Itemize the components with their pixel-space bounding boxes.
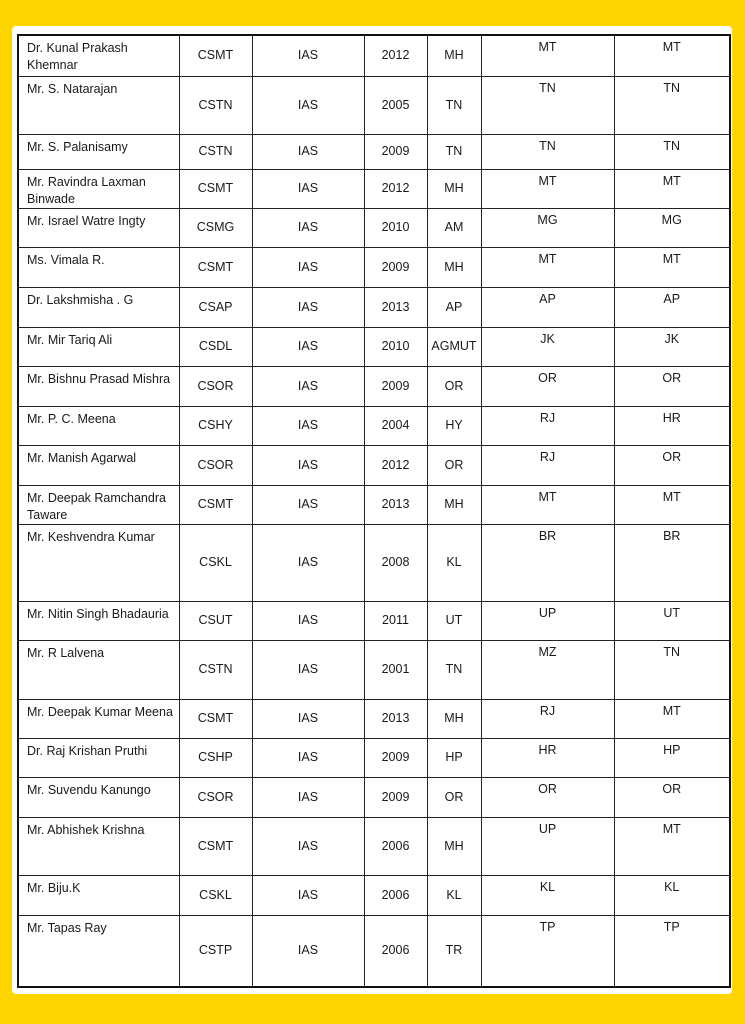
posted-state-cell: MT [614, 247, 730, 287]
cadre-code-cell: CSKL [179, 875, 252, 915]
table-row [18, 738, 730, 777]
cadre-code-cell: CSMT [179, 247, 252, 287]
officer-name-cell: Dr. Kunal Prakash Khemnar [18, 35, 179, 76]
cadre-cell: TN [427, 640, 481, 699]
service-cell: IAS [252, 76, 364, 134]
table-row [18, 76, 730, 134]
batch-year-cell: 2013 [364, 699, 427, 738]
cadre-code-cell: CSMT [179, 817, 252, 875]
cadre-code-cell: CSTN [179, 640, 252, 699]
cadre-code-cell: CSOR [179, 366, 252, 406]
table-row [18, 287, 730, 327]
table-row [18, 915, 730, 987]
posted-state-cell: TN [614, 640, 730, 699]
service-cell: IAS [252, 406, 364, 445]
table-row [18, 327, 730, 366]
table-row [18, 601, 730, 640]
cadre-cell: OR [427, 445, 481, 485]
table-row [18, 699, 730, 738]
service-cell: IAS [252, 366, 364, 406]
cadre-cell: MH [427, 699, 481, 738]
state-code-cell: KL [481, 875, 614, 915]
table-row [18, 817, 730, 875]
cadre-code-cell: CSHY [179, 406, 252, 445]
officer-name-cell: Mr. Bishnu Prasad Mishra [18, 366, 179, 406]
posted-state-cell: HP [614, 738, 730, 777]
cadre-code-cell: CSOR [179, 445, 252, 485]
service-cell: IAS [252, 524, 364, 601]
posted-state-cell: TN [614, 76, 730, 134]
service-cell: IAS [252, 445, 364, 485]
officer-name-cell: Mr. Israel Watre Ingty [18, 208, 179, 247]
officer-name-cell: Mr. R Lalvena [18, 640, 179, 699]
posted-state-cell: OR [614, 366, 730, 406]
posted-state-cell: OR [614, 777, 730, 817]
officer-name-cell: Mr. S. Natarajan [18, 76, 179, 134]
service-cell: IAS [252, 738, 364, 777]
posted-state-cell: TP [614, 915, 730, 987]
posted-state-cell: MT [614, 35, 730, 76]
cadre-code-cell: CSUT [179, 601, 252, 640]
posted-state-cell: JK [614, 327, 730, 366]
state-code-cell: HR [481, 738, 614, 777]
cadre-cell: MH [427, 247, 481, 287]
state-code-cell: AP [481, 287, 614, 327]
posted-state-cell: BR [614, 524, 730, 601]
officer-name-cell: Mr. S. Palanisamy [18, 134, 179, 169]
state-code-cell: UP [481, 817, 614, 875]
service-cell: IAS [252, 817, 364, 875]
cadre-cell: MH [427, 169, 481, 208]
posted-state-cell: MT [614, 485, 730, 524]
table-row [18, 445, 730, 485]
batch-year-cell: 2013 [364, 485, 427, 524]
officer-name-cell: Mr. Ravindra Laxman Binwade [18, 169, 179, 208]
officer-name-cell: Dr. Lakshmisha . G [18, 287, 179, 327]
cadre-code-cell: CSMT [179, 169, 252, 208]
cadre-cell: KL [427, 524, 481, 601]
service-cell: IAS [252, 134, 364, 169]
cadre-cell: MH [427, 817, 481, 875]
table-row [18, 134, 730, 169]
state-code-cell: TN [481, 76, 614, 134]
state-code-cell: MG [481, 208, 614, 247]
state-code-cell: TP [481, 915, 614, 987]
state-code-cell: MT [481, 247, 614, 287]
posted-state-cell: MT [614, 817, 730, 875]
table-row [18, 875, 730, 915]
table-row [18, 640, 730, 699]
cadre-code-cell: CSTN [179, 76, 252, 134]
batch-year-cell: 2005 [364, 76, 427, 134]
batch-year-cell: 2006 [364, 875, 427, 915]
batch-year-cell: 2012 [364, 35, 427, 76]
officer-name-cell: Mr. Manish Agarwal [18, 445, 179, 485]
officer-table [17, 34, 731, 988]
officer-name-cell: Mr. Tapas Ray [18, 915, 179, 987]
posted-state-cell: MT [614, 699, 730, 738]
cadre-code-cell: CSMT [179, 35, 252, 76]
service-cell: IAS [252, 208, 364, 247]
cadre-cell: UT [427, 601, 481, 640]
service-cell: IAS [252, 875, 364, 915]
service-cell: IAS [252, 35, 364, 76]
batch-year-cell: 2011 [364, 601, 427, 640]
batch-year-cell: 2009 [364, 247, 427, 287]
service-cell: IAS [252, 247, 364, 287]
state-code-cell: MT [481, 35, 614, 76]
cadre-cell: TN [427, 134, 481, 169]
batch-year-cell: 2012 [364, 445, 427, 485]
posted-state-cell: AP [614, 287, 730, 327]
state-code-cell: MT [481, 485, 614, 524]
cadre-code-cell: CSDL [179, 327, 252, 366]
service-cell: IAS [252, 777, 364, 817]
table-row [18, 208, 730, 247]
cadre-cell: MH [427, 485, 481, 524]
state-code-cell: OR [481, 777, 614, 817]
table-row [18, 366, 730, 406]
state-code-cell: RJ [481, 406, 614, 445]
service-cell: IAS [252, 327, 364, 366]
state-code-cell: MZ [481, 640, 614, 699]
posted-state-cell: KL [614, 875, 730, 915]
officer-table-body [18, 35, 730, 987]
state-code-cell: UP [481, 601, 614, 640]
service-cell: IAS [252, 640, 364, 699]
posted-state-cell: MT [614, 169, 730, 208]
cadre-cell: KL [427, 875, 481, 915]
cadre-cell: HY [427, 406, 481, 445]
officer-name-cell: Dr. Raj Krishan Pruthi [18, 738, 179, 777]
cadre-code-cell: CSAP [179, 287, 252, 327]
officer-name-cell: Mr. Biju.K [18, 875, 179, 915]
posted-state-cell: MG [614, 208, 730, 247]
posted-state-cell: UT [614, 601, 730, 640]
cadre-cell: AGMUT [427, 327, 481, 366]
state-code-cell: TN [481, 134, 614, 169]
officer-name-cell: Mr. Deepak Kumar Meena [18, 699, 179, 738]
batch-year-cell: 2008 [364, 524, 427, 601]
cadre-code-cell: CSKL [179, 524, 252, 601]
officer-name-cell: Mr. Deepak Ramchandra Taware [18, 485, 179, 524]
posted-state-cell: OR [614, 445, 730, 485]
table-row [18, 247, 730, 287]
officer-name-cell: Mr. Nitin Singh Bhadauria [18, 601, 179, 640]
posted-state-cell: TN [614, 134, 730, 169]
state-code-cell: RJ [481, 699, 614, 738]
posted-state-cell: HR [614, 406, 730, 445]
cadre-cell: OR [427, 777, 481, 817]
cadre-code-cell: CSMT [179, 485, 252, 524]
batch-year-cell: 2010 [364, 208, 427, 247]
service-cell: IAS [252, 699, 364, 738]
batch-year-cell: 2006 [364, 817, 427, 875]
batch-year-cell: 2006 [364, 915, 427, 987]
service-cell: IAS [252, 601, 364, 640]
state-code-cell: OR [481, 366, 614, 406]
cadre-code-cell: CSOR [179, 777, 252, 817]
batch-year-cell: 2012 [364, 169, 427, 208]
cadre-cell: TR [427, 915, 481, 987]
cadre-cell: TN [427, 76, 481, 134]
officer-name-cell: Ms. Vimala R. [18, 247, 179, 287]
batch-year-cell: 2009 [364, 738, 427, 777]
cadre-cell: HP [427, 738, 481, 777]
batch-year-cell: 2004 [364, 406, 427, 445]
state-code-cell: BR [481, 524, 614, 601]
service-cell: IAS [252, 287, 364, 327]
table-row [18, 524, 730, 601]
state-code-cell: MT [481, 169, 614, 208]
officer-name-cell: Mr. Keshvendra Kumar [18, 524, 179, 601]
service-cell: IAS [252, 915, 364, 987]
table-row [18, 35, 730, 76]
officer-name-cell: Mr. Mir Tariq Ali [18, 327, 179, 366]
cadre-cell: MH [427, 35, 481, 76]
table-row [18, 485, 730, 524]
batch-year-cell: 2013 [364, 287, 427, 327]
batch-year-cell: 2009 [364, 777, 427, 817]
state-code-cell: RJ [481, 445, 614, 485]
officer-name-cell: Mr. P. C. Meena [18, 406, 179, 445]
batch-year-cell: 2001 [364, 640, 427, 699]
table-row [18, 169, 730, 208]
state-code-cell: JK [481, 327, 614, 366]
cadre-code-cell: CSTP [179, 915, 252, 987]
cadre-code-cell: CSMT [179, 699, 252, 738]
batch-year-cell: 2009 [364, 366, 427, 406]
cadre-cell: OR [427, 366, 481, 406]
cadre-cell: AP [427, 287, 481, 327]
batch-year-cell: 2010 [364, 327, 427, 366]
cadre-code-cell: CSHP [179, 738, 252, 777]
table-row [18, 406, 730, 445]
service-cell: IAS [252, 169, 364, 208]
cadre-cell: AM [427, 208, 481, 247]
batch-year-cell: 2009 [364, 134, 427, 169]
cadre-code-cell: CSMG [179, 208, 252, 247]
officer-name-cell: Mr. Suvendu Kanungo [18, 777, 179, 817]
service-cell: IAS [252, 485, 364, 524]
table-row [18, 777, 730, 817]
cadre-code-cell: CSTN [179, 134, 252, 169]
officer-name-cell: Mr. Abhishek Krishna [18, 817, 179, 875]
